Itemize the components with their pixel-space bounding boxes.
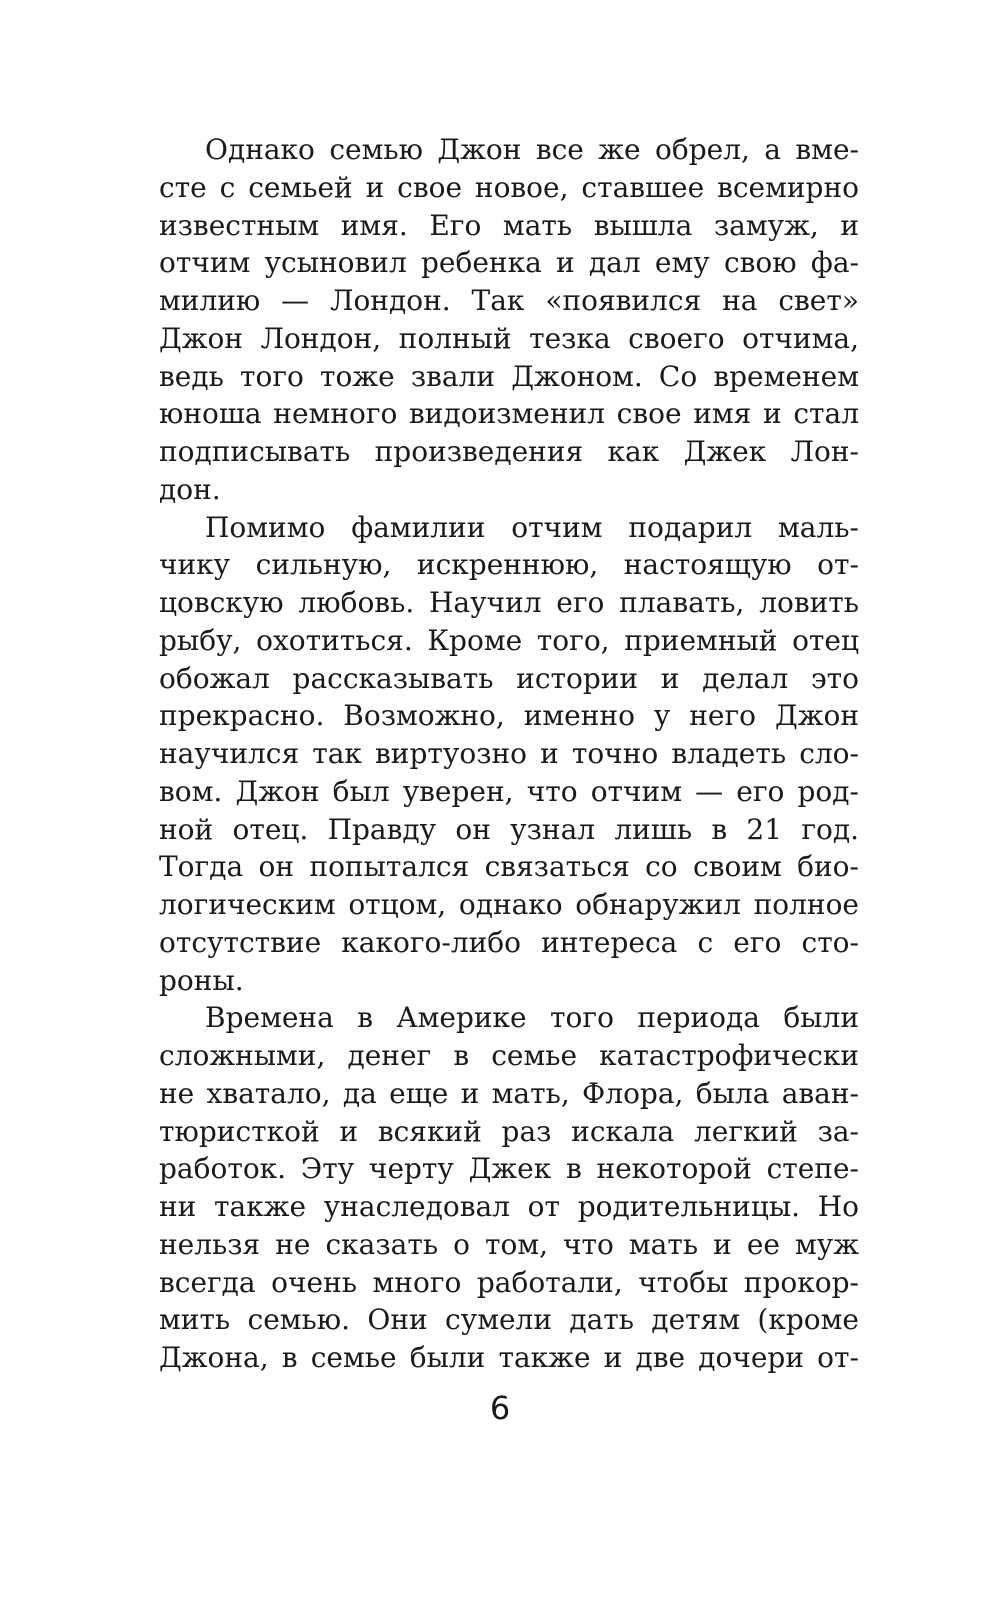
text-line: подписывать произведения как Джек Лон- bbox=[159, 435, 859, 468]
text-line: Времена в Америке того периода были bbox=[205, 1001, 859, 1035]
text-line: ной отец. Правду он узнал лишь в 21 год. bbox=[159, 812, 859, 846]
text-line: прекрасно. Возможно, именно у него Джон bbox=[159, 699, 859, 733]
text-line: нельзя не сказать о том, что мать и ее муж bbox=[159, 1227, 859, 1261]
text-line: отчим усыновил ребенка и дал ему свою фа- bbox=[159, 246, 859, 280]
text-line: Джона, в семье были также и две дочери от- bbox=[159, 1341, 859, 1374]
paragraph bbox=[159, 509, 859, 1000]
text-line: цовскую любовь. Научил его плавать, ловить bbox=[159, 586, 859, 619]
text-line: рыбу, охотиться. Кроме того, приемный отец bbox=[159, 623, 859, 657]
text-line: отсутствие какого-либо интереса с его сто- bbox=[159, 925, 859, 959]
text-line: Однако семью Джон все же обрел, а вме- bbox=[205, 133, 859, 166]
body-text bbox=[159, 131, 859, 1377]
text-line: логическим отцом, однако обнаружил полное bbox=[159, 888, 859, 921]
text-line: ни также унаследовал от родительницы. Но bbox=[159, 1190, 859, 1223]
text-line: ведь того тоже звали Джоном. Со временем bbox=[159, 359, 859, 393]
text-line: не хватало, да еще и мать, Флора, была аван- bbox=[159, 1076, 859, 1110]
text-line: научился так виртуозно и точно владеть сло- bbox=[159, 737, 859, 770]
text-line: работок. Эту черту Джек в некоторой степе- bbox=[159, 1152, 859, 1186]
text-line: сте с семьей и свое новое, ставшее всемирно bbox=[159, 170, 859, 204]
text-line: вом. Джон был уверен, что отчим — его род- bbox=[159, 774, 859, 808]
page-number: 6 bbox=[489, 1389, 511, 1427]
text-line: роны. bbox=[159, 963, 244, 997]
text-line: Тогда он попытался связаться со своим био- bbox=[159, 850, 859, 884]
text-line: сложными, денег в семье катастрофически bbox=[159, 1039, 859, 1072]
text-line: тюристкой и всякий раз искала легкий за- bbox=[159, 1114, 859, 1148]
text-line: Джон Лондон, полный тезка своего отчима, bbox=[159, 321, 859, 355]
text-line: юноша немного видоизменил свое имя и стал bbox=[159, 397, 859, 431]
text-line: дон. bbox=[159, 472, 221, 506]
text-line: чику сильную, искреннюю, настоящую от- bbox=[159, 548, 859, 582]
paragraph bbox=[159, 131, 859, 509]
text-line: милию — Лондон. Так «появился на свет» bbox=[159, 284, 859, 317]
paragraph bbox=[159, 999, 859, 1377]
text-line: Помимо фамилии отчим подарил маль- bbox=[205, 510, 859, 544]
text-line: обожал рассказывать истории и делал это bbox=[159, 661, 859, 695]
text-line: всегда очень много работали, чтобы прокор- bbox=[159, 1265, 859, 1299]
text-line: известным имя. Его мать вышла замуж, и bbox=[159, 208, 859, 242]
text-line: мить семью. Они сумели дать детям (кроме bbox=[159, 1303, 859, 1337]
